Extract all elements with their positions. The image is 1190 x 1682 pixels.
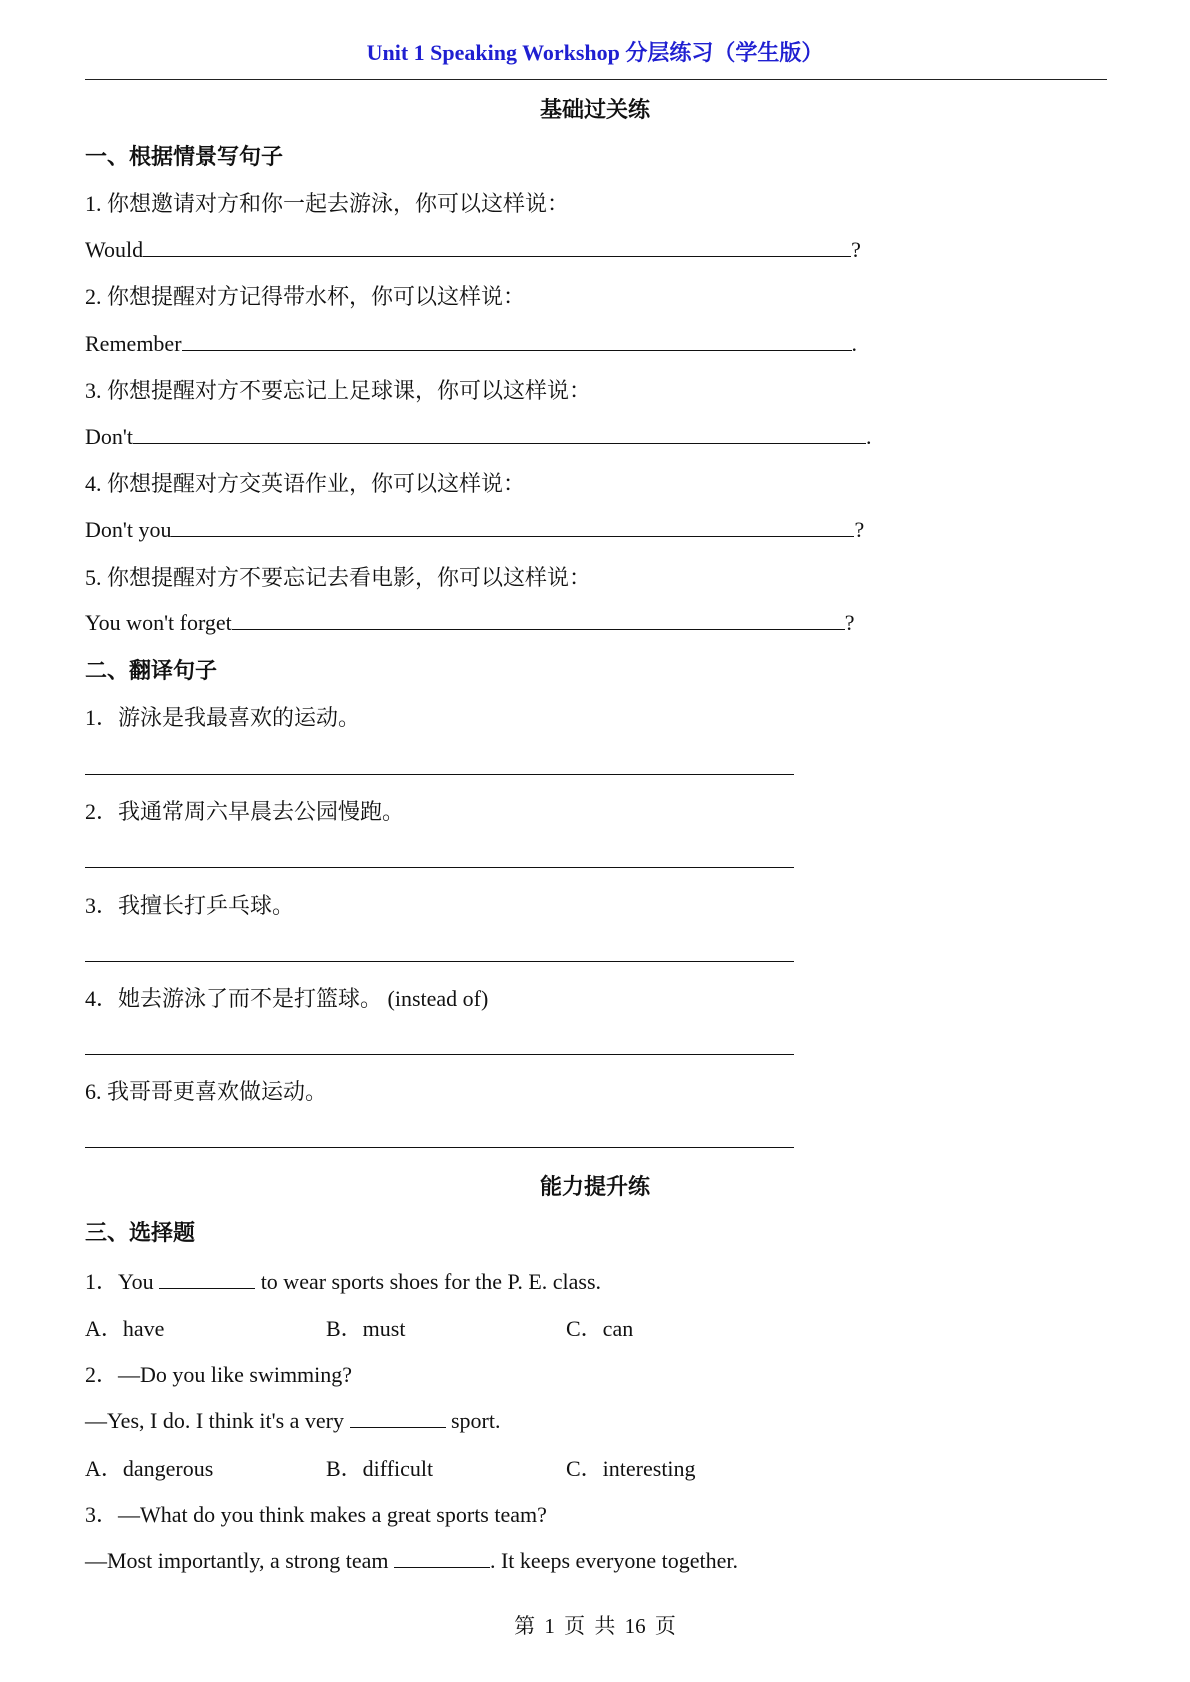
option-a[interactable]: A．have xyxy=(85,1316,165,1341)
situation-answer-1 xyxy=(85,234,861,263)
answer-blank[interactable] xyxy=(232,607,845,630)
section3-title: 三、选择题 xyxy=(85,1220,196,1245)
answer-blank[interactable] xyxy=(133,421,866,444)
translate-item-2: 2．我通常周六早晨去公园慢跑。 xyxy=(85,799,405,824)
total-pages: 16 xyxy=(624,1614,646,1638)
question-blank[interactable] xyxy=(159,1266,255,1289)
choice-question-3: 3．—What do you think makes a great sports team? xyxy=(85,1502,547,1527)
choice-question-3-reply xyxy=(85,1545,738,1574)
answer-end: . xyxy=(865,424,872,449)
answer-blank[interactable] xyxy=(182,328,852,351)
footer-text: 页 xyxy=(564,1614,586,1638)
translate-item-3: 3．我擅长打乒乓球。 xyxy=(85,893,295,918)
choice-question-2-reply xyxy=(85,1405,501,1434)
situation-question-4: 4. 你想提醒对方交英语作业，你可以这样说： xyxy=(85,471,526,496)
situation-answer-3 xyxy=(85,421,871,450)
question-text: sport. xyxy=(445,1408,501,1433)
answer-lead: You won't forget xyxy=(85,610,232,635)
translate-answer-line-1[interactable] xyxy=(85,774,794,775)
situation-question-2: 2. 你想提醒对方记得带水杯，你可以这样说： xyxy=(85,284,526,309)
section1-title: 一、根据情景写句子 xyxy=(85,144,284,169)
question-blank[interactable] xyxy=(394,1545,490,1568)
header-divider xyxy=(85,79,1107,80)
question-blank[interactable] xyxy=(350,1405,446,1428)
situation-answer-2 xyxy=(85,328,857,357)
choice-question-1 xyxy=(85,1265,601,1296)
answer-lead: Remember xyxy=(85,331,182,356)
option-a[interactable]: A．dangerous xyxy=(85,1456,214,1481)
part-basic-title: 基础过关练 xyxy=(539,97,650,122)
option-c[interactable]: C．can xyxy=(566,1316,634,1341)
page-footer xyxy=(0,1610,1190,1640)
part-advanced-title: 能力提升练 xyxy=(539,1174,650,1199)
answer-lead: Would xyxy=(85,237,144,262)
translate-item-5: 6. 我哥哥更喜欢做运动。 xyxy=(85,1079,328,1104)
question-text: —Yes, I do. I think it's a very xyxy=(85,1408,350,1433)
footer-text: 第 xyxy=(514,1614,536,1638)
translate-answer-line-5[interactable] xyxy=(85,1147,794,1148)
translate-answer-line-4[interactable] xyxy=(85,1054,794,1055)
footer-text: 页 xyxy=(654,1614,676,1638)
answer-end: . xyxy=(851,331,858,356)
answer-end: ? xyxy=(854,517,865,542)
page-number: 1 xyxy=(544,1614,555,1638)
section2-title: 二、翻译句子 xyxy=(85,658,218,683)
question-text: . It keeps everyone together. xyxy=(489,1548,738,1573)
situation-question-5: 5. 你想提醒对方不要忘记去看电影，你可以这样说： xyxy=(85,565,592,590)
question-text: 1．You xyxy=(85,1269,160,1294)
translate-item-1: 1．游泳是我最喜欢的运动。 xyxy=(85,705,361,730)
translate-answer-line-3[interactable] xyxy=(85,961,794,962)
answer-blank[interactable] xyxy=(143,234,851,257)
situation-question-1: 1. 你想邀请对方和你一起去游泳，你可以这样说： xyxy=(85,191,570,216)
situation-answer-5 xyxy=(85,607,855,636)
option-c[interactable]: C．interesting xyxy=(566,1456,696,1481)
question-text: to wear sports shoes for the P. E. class. xyxy=(255,1269,602,1294)
answer-blank[interactable] xyxy=(171,514,854,537)
question-text: —Most importantly, a strong team xyxy=(85,1548,394,1573)
document-title: Unit 1 Speaking Workshop 分层练习（学生版） xyxy=(366,40,824,65)
footer-text: 共 xyxy=(594,1614,616,1638)
situation-question-3: 3. 你想提醒对方不要忘记上足球课，你可以这样说： xyxy=(85,378,592,403)
answer-lead: Don't you xyxy=(85,517,172,542)
answer-end: ? xyxy=(844,610,855,635)
option-b[interactable]: B．must xyxy=(326,1316,406,1341)
answer-end: ? xyxy=(851,237,861,262)
option-b[interactable]: B．difficult xyxy=(326,1456,434,1481)
situation-answer-4 xyxy=(85,514,864,543)
choice-question-2: 2．—Do you like swimming? xyxy=(85,1362,353,1387)
translate-item-4: 4．她去游泳了而不是打篮球。 (instead of) xyxy=(85,986,489,1011)
translate-answer-line-2[interactable] xyxy=(85,867,794,868)
answer-lead: Don't xyxy=(85,424,133,449)
